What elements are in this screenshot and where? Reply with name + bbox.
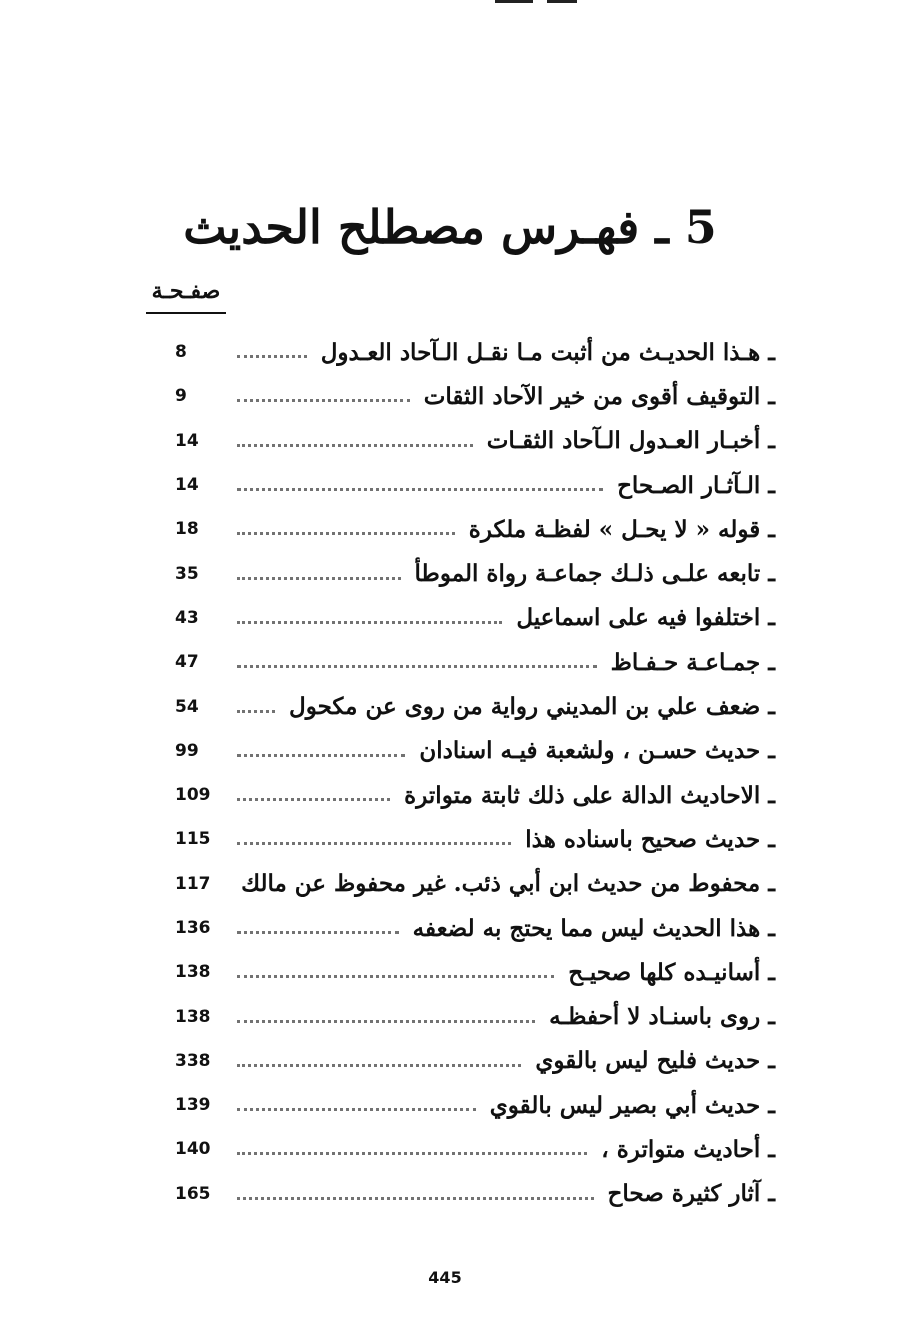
index-entry [175, 1039, 775, 1083]
index-entry-text: ـ حديث فليح ليس بالقوي [535, 1047, 775, 1075]
index-entry [175, 1172, 775, 1216]
index-entry-page: 115 [175, 829, 211, 850]
index-entry-text: ـ هـذا الحديـث من أثبت مـا نقـل الـآحاد العـدول [320, 338, 775, 366]
index-entry-text: ـ الـآثـار الصـحاح [617, 471, 775, 499]
dot-leader [237, 974, 554, 978]
index-entry [175, 994, 775, 1038]
index-entry [175, 419, 775, 463]
index-entry-page: 99 [175, 740, 199, 761]
index-entry-page: 54 [175, 696, 199, 717]
index-entry-text: ـ روى باسنـاد لا أحفظـه [549, 1003, 775, 1031]
index-entry [175, 729, 775, 773]
index-entry-page: 8 [175, 342, 187, 363]
index-entry-page: 47 [175, 652, 199, 673]
index-entry-page: 14 [175, 430, 199, 451]
page-number: 445 [428, 1268, 462, 1287]
index-entry-page: 140 [175, 1139, 211, 1160]
index-entry [175, 374, 775, 418]
index-entry-page: 117 [175, 873, 211, 894]
index-entry-text: ـ أسانيـده كلها صحيـح [568, 958, 775, 986]
index-entry [175, 773, 775, 817]
index-entry [175, 1083, 775, 1127]
index-entry-page: 338 [175, 1050, 211, 1071]
dot-leader [237, 797, 390, 801]
dot-leader [237, 1196, 594, 1200]
index-entry-page: 9 [175, 386, 187, 407]
index-entry [175, 330, 775, 374]
dot-leader [237, 930, 399, 934]
index-entry-text: ـ قوله « لا يحـل » لفظـة ملكرة [468, 515, 775, 543]
index-entry [175, 551, 775, 595]
index-entry [175, 817, 775, 861]
dot-leader [237, 1019, 535, 1023]
index-entry-page: 139 [175, 1095, 211, 1116]
dot-leader [237, 531, 455, 535]
index-entry-text: ـ حديث صحيح باسناده هذا [525, 825, 775, 853]
dot-leader [237, 1151, 587, 1155]
index-entry-text: ـ هذا الحديث ليس مما يحتج به لضعفه [412, 914, 775, 942]
index-entry-text: ـ الاحاديث الدالة على ذلك ثابتة متواترة [404, 781, 775, 809]
index-entry-text: ـ أحاديث متواترة ، [601, 1135, 775, 1163]
dot-leader [237, 1107, 476, 1111]
index-entry-page: 165 [175, 1183, 211, 1204]
dot-leader [237, 398, 410, 402]
index-entry-text: ـ آثار كثيرة صحاح [607, 1180, 775, 1208]
index-entry-page: 136 [175, 918, 211, 938]
dot-leader [237, 709, 275, 713]
index-entry-page: 43 [175, 607, 199, 628]
dot-leader [237, 841, 511, 845]
dot-leader [237, 354, 307, 358]
index-entry [175, 684, 775, 728]
dot-leader [237, 443, 473, 447]
index-entry-page: 14 [175, 475, 199, 496]
index-entry [175, 862, 775, 906]
index-entry [175, 463, 775, 507]
dot-leader [237, 664, 597, 668]
index-entry-page: 138 [175, 962, 211, 983]
index-entry [175, 507, 775, 551]
index-entry-text: ـ أخبـار العـدول الـآحاد الثقـات [486, 427, 775, 455]
dot-leader [237, 753, 405, 757]
index-entry-page: 138 [175, 1006, 211, 1027]
index-entry-text: ـ تابعه علـى ذلـك جماعـة رواة الموطأ [414, 560, 775, 588]
dot-leader [237, 620, 502, 624]
index-entry-page: 109 [175, 785, 211, 806]
index-entry [175, 950, 775, 994]
index-entry-text: ـ حديث أبي بصير ليس بالقوي [489, 1091, 775, 1119]
page-title: 5 ـ فهـرس مصطلح الحديث [183, 200, 717, 254]
index-entry [175, 906, 775, 950]
index-entry-text: ـ حديث حسـن ، ولشعبة فيـه اسنادان [419, 737, 775, 765]
dot-leader [237, 1063, 521, 1067]
page-column-header: صفـحـة [146, 278, 226, 314]
dot-leader [237, 576, 401, 580]
index-entry [175, 640, 775, 684]
index-entry-page: 35 [175, 563, 199, 584]
top-edge-mark [495, 0, 585, 4]
index-entry-text: ـ اختلفوا فيه على اسماعيل [516, 604, 775, 632]
dot-leader [237, 487, 603, 491]
index-entry-text: ـ التوقيف أقوى من خير الآحاد الثقات [423, 382, 775, 410]
index-entries-list [175, 330, 775, 1216]
index-entry [175, 1127, 775, 1171]
index-entry-page: 18 [175, 519, 199, 540]
index-entry-text: ـ جمـاعـة حـفـاظ [610, 648, 775, 676]
index-entry-text: ـ محفوط من حديث ابن أبي ذئب. غير محفوظ عن مالك [241, 870, 775, 898]
index-entry [175, 596, 775, 640]
index-entry-text: ـ ضعف علي بن المديني رواية من روى عن مكحول [288, 693, 775, 721]
